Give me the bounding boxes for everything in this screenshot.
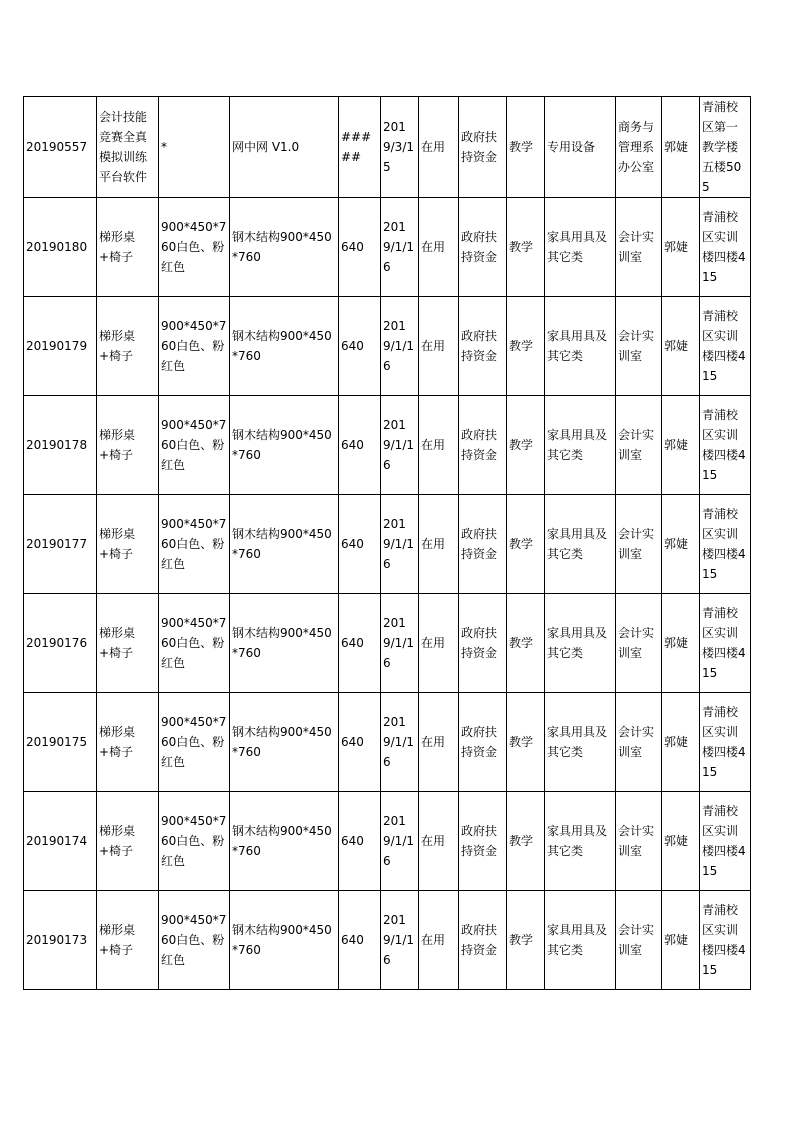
cell-location: 青浦校区实训楼四楼415	[700, 594, 751, 693]
cell-date: 2019/1/16	[381, 198, 419, 297]
cell-location: 青浦校区实训楼四楼415	[700, 693, 751, 792]
cell-funding: 政府扶持资金	[459, 792, 507, 891]
cell-department: 会计实训室	[616, 495, 662, 594]
cell-model: 钢木结构900*450*760	[230, 495, 339, 594]
cell-status: 在用	[419, 891, 459, 990]
cell-custodian: 郭婕	[662, 297, 700, 396]
cell-date: 2019/1/16	[381, 792, 419, 891]
cell-price: 640	[339, 693, 381, 792]
table-row	[24, 594, 751, 693]
cell-funding: 政府扶持资金	[459, 97, 507, 198]
cell-model: 钢木结构900*450*760	[230, 297, 339, 396]
cell-location: 青浦校区实训楼四楼415	[700, 495, 751, 594]
cell-status: 在用	[419, 693, 459, 792]
cell-price: 640	[339, 495, 381, 594]
asset-table	[23, 96, 751, 990]
cell-category: 家具用具及其它类	[545, 198, 616, 297]
table-row	[24, 297, 751, 396]
cell-category: 家具用具及其它类	[545, 495, 616, 594]
cell-asset-name: 梯形桌+椅子	[97, 693, 159, 792]
cell-date: 2019/1/16	[381, 495, 419, 594]
cell-location: 青浦校区实训楼四楼415	[700, 396, 751, 495]
cell-custodian: 郭婕	[662, 891, 700, 990]
cell-usage: 教学	[507, 97, 545, 198]
cell-asset-name: 梯形桌+椅子	[97, 891, 159, 990]
cell-asset-id: 20190179	[24, 297, 97, 396]
cell-funding: 政府扶持资金	[459, 693, 507, 792]
cell-spec: 900*450*760白色、粉红色	[159, 891, 230, 990]
cell-category: 家具用具及其它类	[545, 396, 616, 495]
cell-category: 家具用具及其它类	[545, 891, 616, 990]
cell-location: 青浦校区实训楼四楼415	[700, 792, 751, 891]
table-row	[24, 891, 751, 990]
cell-date: 2019/1/16	[381, 396, 419, 495]
cell-asset-id: 20190557	[24, 97, 97, 198]
asset-table-wrapper	[23, 96, 751, 990]
cell-usage: 教学	[507, 495, 545, 594]
cell-asset-id: 20190174	[24, 792, 97, 891]
cell-date: 2019/1/16	[381, 297, 419, 396]
cell-spec: 900*450*760白色、粉红色	[159, 495, 230, 594]
cell-asset-name: 会计技能竞赛全真模拟训练平台软件	[97, 97, 159, 198]
table-row	[24, 97, 751, 198]
cell-asset-id: 20190177	[24, 495, 97, 594]
cell-category: 家具用具及其它类	[545, 297, 616, 396]
cell-price: 640	[339, 792, 381, 891]
cell-usage: 教学	[507, 396, 545, 495]
cell-model: 钢木结构900*450*760	[230, 891, 339, 990]
cell-spec: 900*450*760白色、粉红色	[159, 198, 230, 297]
cell-department: 会计实训室	[616, 297, 662, 396]
cell-location: 青浦校区第一教学楼五楼505	[700, 97, 751, 198]
cell-asset-id: 20190176	[24, 594, 97, 693]
cell-category: 专用设备	[545, 97, 616, 198]
cell-model: 钢木结构900*450*760	[230, 594, 339, 693]
cell-spec: 900*450*760白色、粉红色	[159, 396, 230, 495]
cell-model: 网中网 V1.0	[230, 97, 339, 198]
cell-status: 在用	[419, 97, 459, 198]
cell-location: 青浦校区实训楼四楼415	[700, 891, 751, 990]
cell-spec: 900*450*760白色、粉红色	[159, 297, 230, 396]
cell-status: 在用	[419, 198, 459, 297]
cell-spec: 900*450*760白色、粉红色	[159, 693, 230, 792]
cell-model: 钢木结构900*450*760	[230, 792, 339, 891]
cell-location: 青浦校区实训楼四楼415	[700, 198, 751, 297]
table-row	[24, 396, 751, 495]
cell-usage: 教学	[507, 792, 545, 891]
cell-funding: 政府扶持资金	[459, 198, 507, 297]
cell-date: 2019/3/15	[381, 97, 419, 198]
table-row	[24, 693, 751, 792]
cell-asset-name: 梯形桌+椅子	[97, 297, 159, 396]
cell-price: 640	[339, 891, 381, 990]
cell-asset-id: 20190175	[24, 693, 97, 792]
cell-asset-name: 梯形桌+椅子	[97, 792, 159, 891]
cell-usage: 教学	[507, 693, 545, 792]
cell-date: 2019/1/16	[381, 594, 419, 693]
cell-department: 会计实训室	[616, 792, 662, 891]
cell-usage: 教学	[507, 297, 545, 396]
cell-funding: 政府扶持资金	[459, 297, 507, 396]
cell-funding: 政府扶持资金	[459, 396, 507, 495]
cell-asset-id: 20190180	[24, 198, 97, 297]
cell-department: 会计实训室	[616, 693, 662, 792]
cell-location: 青浦校区实训楼四楼415	[700, 297, 751, 396]
cell-department: 会计实训室	[616, 891, 662, 990]
cell-status: 在用	[419, 594, 459, 693]
cell-custodian: 郭婕	[662, 495, 700, 594]
cell-status: 在用	[419, 792, 459, 891]
cell-department: 会计实训室	[616, 396, 662, 495]
cell-asset-id: 20190178	[24, 396, 97, 495]
cell-usage: 教学	[507, 198, 545, 297]
cell-asset-name: 梯形桌+椅子	[97, 495, 159, 594]
table-row	[24, 792, 751, 891]
cell-funding: 政府扶持资金	[459, 594, 507, 693]
cell-category: 家具用具及其它类	[545, 693, 616, 792]
cell-spec: 900*450*760白色、粉红色	[159, 792, 230, 891]
cell-model: 钢木结构900*450*760	[230, 396, 339, 495]
cell-custodian: 郭婕	[662, 396, 700, 495]
cell-asset-name: 梯形桌+椅子	[97, 198, 159, 297]
cell-asset-name: 梯形桌+椅子	[97, 396, 159, 495]
cell-date: 2019/1/16	[381, 891, 419, 990]
cell-custodian: 郭婕	[662, 594, 700, 693]
cell-status: 在用	[419, 396, 459, 495]
cell-model: 钢木结构900*450*760	[230, 198, 339, 297]
cell-custodian: 郭婕	[662, 693, 700, 792]
cell-funding: 政府扶持资金	[459, 891, 507, 990]
cell-department: 商务与管理系办公室	[616, 97, 662, 198]
cell-status: 在用	[419, 297, 459, 396]
cell-usage: 教学	[507, 891, 545, 990]
cell-custodian: 郭婕	[662, 97, 700, 198]
cell-funding: 政府扶持资金	[459, 495, 507, 594]
cell-price: 640	[339, 297, 381, 396]
cell-status: 在用	[419, 495, 459, 594]
table-row	[24, 198, 751, 297]
cell-category: 家具用具及其它类	[545, 594, 616, 693]
cell-usage: 教学	[507, 594, 545, 693]
cell-model: 钢木结构900*450*760	[230, 693, 339, 792]
cell-price: 640	[339, 198, 381, 297]
asset-table-body	[24, 97, 751, 990]
cell-custodian: 郭婕	[662, 792, 700, 891]
cell-price: 640	[339, 594, 381, 693]
cell-price: #####	[339, 97, 381, 198]
cell-department: 会计实训室	[616, 198, 662, 297]
cell-custodian: 郭婕	[662, 198, 700, 297]
cell-date: 2019/1/16	[381, 693, 419, 792]
cell-asset-id: 20190173	[24, 891, 97, 990]
cell-spec: 900*450*760白色、粉红色	[159, 594, 230, 693]
cell-asset-name: 梯形桌+椅子	[97, 594, 159, 693]
cell-spec: *	[159, 97, 230, 198]
cell-price: 640	[339, 396, 381, 495]
table-row	[24, 495, 751, 594]
cell-category: 家具用具及其它类	[545, 792, 616, 891]
cell-department: 会计实训室	[616, 594, 662, 693]
